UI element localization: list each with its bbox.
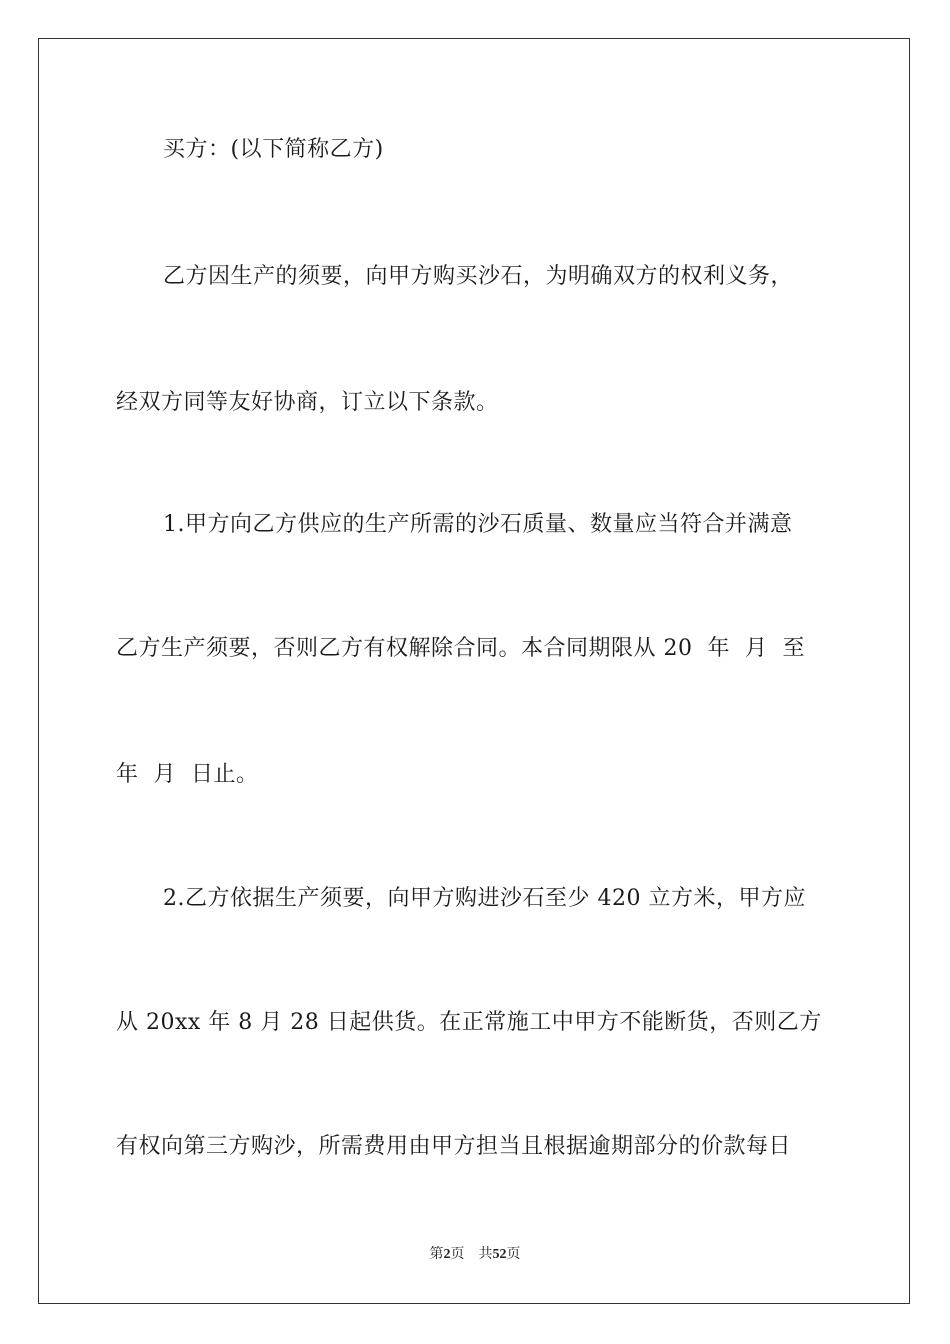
body-line-2: 经双方同等友好协商，订立以下条款。 xyxy=(116,390,499,415)
clause-2-line-2: 从 20xx 年 8 月 28 日起供货。在正常施工中甲方不能断货，否则乙方 xyxy=(116,1010,822,1035)
clause-1-line-1: 1.甲方向乙方供应的生产所需的沙石质量、数量应当符合并满意 xyxy=(163,512,793,537)
footer-total-suffix: 页 xyxy=(506,1247,521,1262)
footer-page-number: 2 xyxy=(443,1247,451,1262)
footer-total-prefix: 共 xyxy=(478,1247,493,1262)
page-footer xyxy=(0,1246,950,1264)
page-border xyxy=(38,38,910,1304)
clause-1-line-3: 年 月 日止。 xyxy=(116,762,259,787)
clause-2-line-3: 有权向第三方购沙，所需费用由甲方担当且根据逾期部分的价款每日 xyxy=(116,1134,792,1159)
buyer-line: 买方：(以下简称乙方) xyxy=(163,137,384,162)
clause-2-line-1: 2.乙方依据生产须要，向甲方购进沙石至少 420 立方米，甲方应 xyxy=(163,886,806,911)
footer-page-prefix: 第 xyxy=(429,1247,444,1262)
clause-1-line-2-text: 乙方生产须要，否则乙方有权解除合同。本合同期限从 20 年 月 至 xyxy=(116,636,805,661)
footer-page-suffix: 页 xyxy=(450,1247,465,1262)
footer-total-pages: 52 xyxy=(492,1247,507,1262)
clause-1-line-2 xyxy=(116,634,832,664)
body-line-1: 乙方因生产的须要，向甲方购买沙石，为明确双方的权利义务， xyxy=(163,264,794,289)
